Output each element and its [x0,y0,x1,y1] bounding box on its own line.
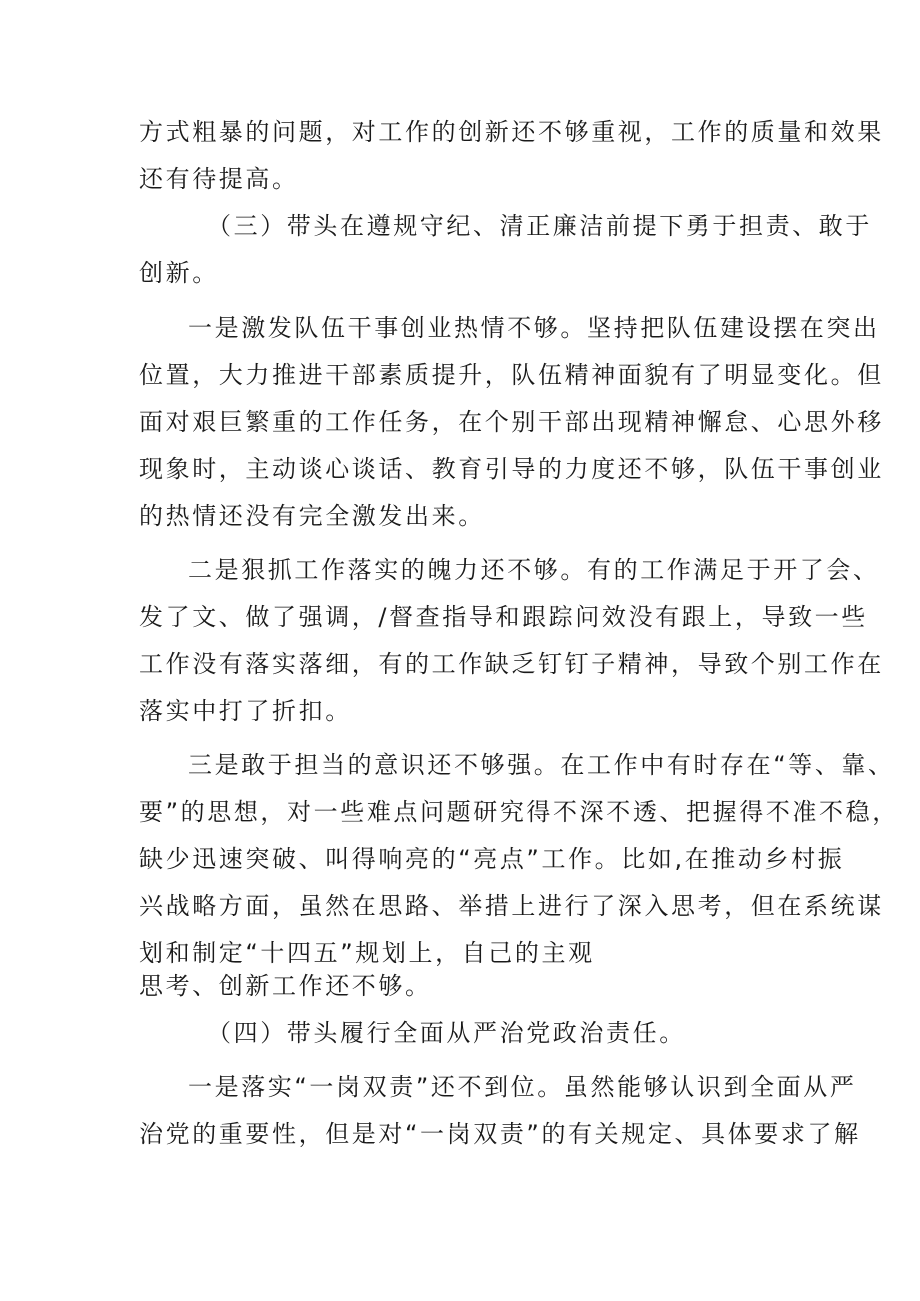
text-line: 现象时，主动谈心谈话、教育引导的力度还不够，队伍干事创业 [139,455,884,483]
text-line: 三是敢于担当的意识还不够强。在工作中有时存在“等、靠、 [188,751,895,779]
text-line: 要”的思想，对一些难点问题研究得不深不透、把握得不准不稳， [139,798,899,826]
text-line: 治党的重要性，但是对“一岗双责”的有关规定、具体要求了解 [139,1120,861,1148]
text-line: 缺少迅速突破、叫得响亮的“亮点”工作。比如,在推动乡村振 [139,845,845,873]
text-line: 一是落实“一岗双责”还不到位。虽然能够认识到全面从严 [188,1073,857,1101]
section-heading: （四）带头履行全面从严治党政治责任。 [207,1019,686,1047]
text-line: 面对艰巨繁重的工作任务，在个别干部出现精神懈怠、心思外移 [139,408,884,436]
text-line: 工作没有落实落细，有的工作缺乏钉钉子精神，导致个别工作在 [139,650,884,678]
text-line: 兴战略方面，虽然在思路、举措上进行了深入思考，但在系统谋 [139,892,884,920]
text-line: 一是激发队伍干事创业热情不够。坚持把队伍建设摆在突出 [188,314,880,342]
text-line: 的热情还没有完全激发出来。 [139,502,485,530]
text-line: 划和制定“十四五”规划上，自己的主观 [139,939,595,967]
text-line: 还有待提高。 [139,165,299,193]
text-line: 发了文、做了强调，/督查指导和跟踪问效没有跟上，导致一些 [139,603,868,631]
text-line: 思考、创新工作还不够。 [139,972,432,1000]
text-line: 二是狠抓工作落实的魄力还不够。有的工作满足于开了会、 [188,556,880,584]
text-line: 位置，大力推进干部素质提升，队伍精神面貌有了明显变化。但 [139,361,884,389]
text-line: 方式粗暴的问题，对工作的创新还不够重视，工作的质量和效果 [139,118,884,146]
section-heading: （三）带头在遵规守纪、清正廉洁前提下勇于担责、敢于 [207,212,872,240]
section-heading: 创新。 [139,259,219,287]
text-line: 落实中打了折扣。 [139,697,352,725]
